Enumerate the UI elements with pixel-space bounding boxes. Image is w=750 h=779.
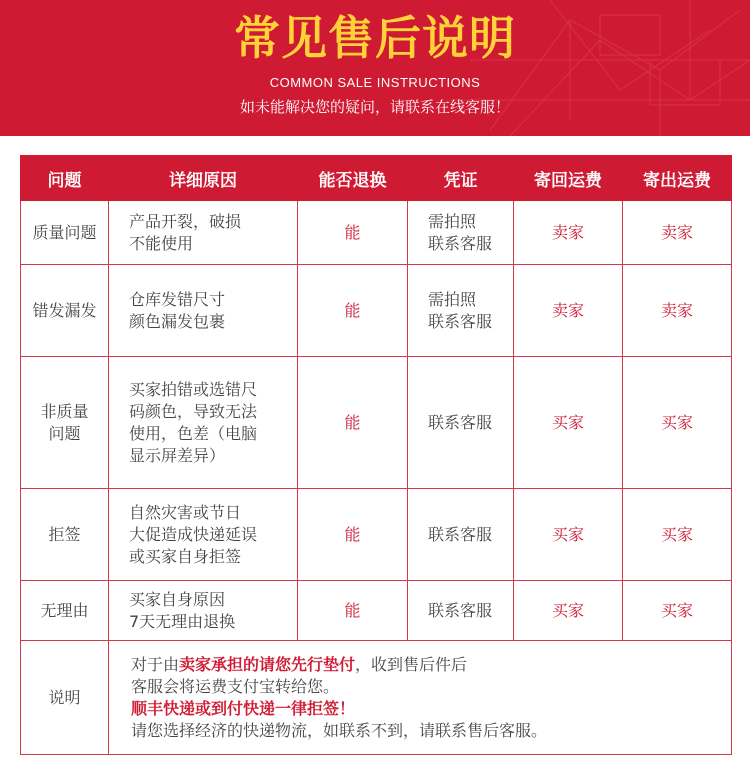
cell-return-fee: 买家 — [514, 357, 623, 489]
issue-line: 拒签 — [48, 524, 81, 544]
issue-line: 非质量 — [40, 401, 89, 421]
table-note-row — [21, 641, 732, 755]
note-line-3: 顺丰快递或到付快递一律拒签！ — [131, 698, 356, 718]
proof-line: 需拍照 — [428, 211, 477, 231]
page-subtitle: COMMON SALE INSTRUCTIONS — [269, 75, 481, 90]
cell-send-fee: 买家 — [623, 489, 732, 581]
cell-reason — [109, 265, 298, 357]
table-row — [21, 201, 732, 265]
header-col-returnable: 能否退换 — [298, 156, 408, 201]
table-row — [21, 265, 732, 357]
reason-line: 7天无理由退换 — [129, 611, 236, 631]
cell-send-fee: 卖家 — [623, 201, 732, 265]
note-line-4: 请您选择经济的快递物流，如联系不到，请联系售后客服。 — [131, 720, 548, 740]
reason-line: 不能使用 — [129, 233, 194, 253]
header-banner — [0, 0, 750, 136]
cell-returnable: 能 — [298, 201, 408, 265]
reason-line: 仓库发错尺寸 — [129, 289, 226, 309]
table-row — [21, 581, 732, 641]
cell-returnable: 能 — [298, 489, 408, 581]
proof-line: 需拍照 — [428, 289, 477, 309]
cell-return-fee: 卖家 — [514, 265, 623, 357]
after-sale-table — [20, 155, 732, 755]
reason-line: 或买家自身拒签 — [129, 546, 242, 566]
cell-send-fee: 买家 — [623, 357, 732, 489]
cell-send-fee: 卖家 — [623, 265, 732, 357]
cell-issue — [21, 581, 109, 641]
header-col-issue: 问题 — [21, 156, 109, 201]
cell-returnable: 能 — [298, 581, 408, 641]
cell-issue — [21, 201, 109, 265]
reason-line: 使用，色差（电脑 — [129, 423, 258, 443]
note-line-1-pre: 对于由 — [131, 654, 180, 674]
reason-line: 码颜色，导致无法 — [129, 401, 258, 421]
issue-line: 错发漏发 — [32, 300, 97, 320]
reason-line: 产品开裂，破损 — [129, 211, 242, 231]
cell-return-fee: 买家 — [514, 581, 623, 641]
issue-line: 无理由 — [40, 600, 89, 620]
cell-reason — [109, 201, 298, 265]
issue-line: 质量问题 — [32, 222, 97, 242]
issue-line: 问题 — [48, 423, 81, 443]
note-line-1-highlight: 卖家承担的请您先行垫付 — [179, 654, 356, 674]
cell-issue — [21, 265, 109, 357]
contact-note: 如未能解决您的疑问，请联系在线客服！ — [239, 98, 510, 116]
cell-proof — [408, 489, 514, 581]
header-col-proof: 凭证 — [408, 156, 514, 201]
cell-proof — [408, 581, 514, 641]
proof-line: 联系客服 — [428, 412, 493, 432]
cell-returnable: 能 — [298, 265, 408, 357]
cell-reason — [109, 489, 298, 581]
cell-return-fee: 卖家 — [514, 201, 623, 265]
header-col-send-fee: 寄出运费 — [623, 156, 732, 201]
cell-issue — [21, 489, 109, 581]
cell-proof — [408, 265, 514, 357]
cell-issue — [21, 357, 109, 489]
table-header-row — [21, 156, 732, 201]
proof-line: 联系客服 — [428, 524, 493, 544]
proof-line: 联系客服 — [428, 600, 493, 620]
reason-line: 自然灾害或节日 — [129, 502, 242, 522]
note-label: 说明 — [21, 641, 109, 755]
header-col-reason: 详细原因 — [109, 156, 298, 201]
table-row — [21, 357, 732, 489]
note-content — [109, 641, 732, 755]
cell-return-fee: 买家 — [514, 489, 623, 581]
header-col-return-fee: 寄回运费 — [514, 156, 623, 201]
cell-proof — [408, 357, 514, 489]
proof-line: 联系客服 — [428, 311, 493, 331]
table-row — [21, 489, 732, 581]
reason-line: 买家拍错或选错尺 — [129, 379, 258, 399]
proof-line: 联系客服 — [428, 233, 493, 253]
page-title: 常见售后说明 — [234, 11, 516, 65]
cell-returnable: 能 — [298, 357, 408, 489]
cell-send-fee: 买家 — [623, 581, 732, 641]
note-line-2: 客服会将运费支付宝转给您。 — [131, 676, 340, 696]
reason-line: 买家自身原因 — [129, 589, 226, 609]
note-line-1 — [131, 654, 731, 676]
cell-reason — [109, 581, 298, 641]
reason-line: 显示屏差异） — [129, 445, 226, 465]
reason-line: 颜色漏发包裹 — [129, 311, 226, 331]
reason-line: 大促造成快递延误 — [129, 524, 258, 544]
cell-reason — [109, 357, 298, 489]
note-line-1-post: ，收到售后件后 — [355, 654, 468, 674]
cell-proof — [408, 201, 514, 265]
